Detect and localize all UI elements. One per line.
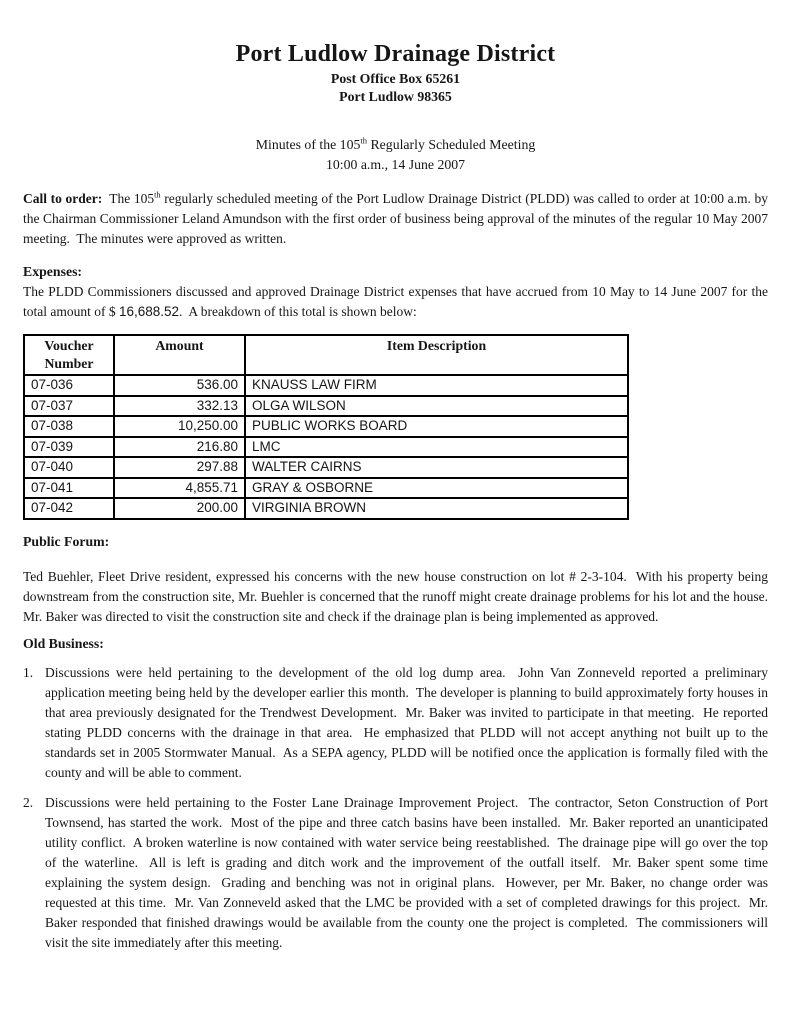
item-description-cell: VIRGINIA BROWN [245, 498, 628, 519]
item-description-cell: LMC [245, 437, 628, 458]
column-header-item-description: Item Description [245, 335, 628, 375]
voucher-number-cell: 07-037 [24, 396, 114, 417]
public-forum-paragraph: Ted Buehler, Fleet Drive resident, expressed his concerns with the new house construction on lot # 2-3-104. With his property being downstream from the construction site, Mr. Buehler is concerned that the runoff might create drainage problems for his lot and the house. Mr. Baker was directed to visit the construction site and check if the drainage plan is being implemented as approved. [23, 568, 775, 624]
address-line-1: Post Office Box 65261 [330, 71, 461, 86]
table-row [24, 396, 628, 417]
list-item-number: 2. [23, 794, 34, 810]
amount-cell: 332.13 [114, 396, 245, 417]
meeting-subtitle [23, 135, 768, 155]
address-line-2: Port Ludlow 98365 [339, 88, 452, 104]
amount-cell: 4,855.71 [114, 478, 245, 499]
item-description-cell: GRAY & OSBORNE [245, 478, 628, 499]
old-business-heading: Old Business: [23, 635, 104, 651]
amount-cell: 200.00 [114, 498, 245, 519]
expenses-text: The PLDD Commissioners discussed and approved Drainage District expenses that have accrued from 10 May to 14 June 2007 for the total amount of $ [23, 284, 772, 319]
item-description-cell: PUBLIC WORKS BOARD [245, 416, 628, 437]
expense-table-header-row [24, 335, 628, 375]
expenses-total-amount: 16,688.52 [118, 304, 180, 319]
amount-cell: 10,250.00 [114, 416, 245, 437]
old-business-item-2-text: Discussions were held pertaining to the Foster Lane Drainage Improvement Project. The contractor, Seton Construction of Port Townsend, has started the work. Most of the pipe and three catch basins have been installed. Mr. Baker reported an unanticipated utility conflict. A broken waterline is now contained with water service being reestablished. The drainage pipe will go over the top of the waterline. All is left is grading and ditch work and the improvement of the outfall itself. Mr. Baker spent some time explaining the system design. Grading and benching was not in original plans. However, per Mr. Baker, no change order was requested at this time. Mr. Van Zonneveld asked that the LMC be provided with a set of completed drawings for this project. Mr. Baker responded that finished drawings would be available from the county one the project is completed. The commissioners will visit the site immediately after this meeting. [45, 794, 772, 950]
call-to-order-label: Call to order: [23, 191, 103, 206]
table-row [24, 437, 628, 458]
amount-cell: 216.80 [114, 437, 245, 458]
call-to-order-text: The 105 [102, 191, 155, 206]
expenses-paragraph [23, 282, 772, 322]
meeting-datetime: 10:00 a.m., 14 June 2007 [325, 157, 466, 172]
table-row [24, 478, 628, 499]
table-row [24, 416, 628, 437]
voucher-number-cell: 07-038 [24, 416, 114, 437]
item-description-cell: KNAUSS LAW FIRM [245, 375, 628, 396]
voucher-number-cell: 07-036 [24, 375, 114, 396]
voucher-number-cell: 07-042 [24, 498, 114, 519]
expenses-text-rest: . A breakdown of this total is shown below: [179, 304, 417, 319]
meeting-subtitle-text: Minutes of the 105 [255, 137, 361, 152]
ordinal-superscript: th [360, 135, 368, 146]
old-business-item-1 [23, 663, 772, 783]
voucher-number-cell: 07-041 [24, 478, 114, 499]
public-forum-heading: Public Forum: [23, 533, 110, 549]
voucher-number-cell: 07-039 [24, 437, 114, 458]
meeting-subtitle-block [23, 135, 768, 175]
meeting-subtitle-text-rest: Regularly Scheduled Meeting [367, 137, 536, 152]
column-header-voucher-number: Voucher Number [24, 335, 114, 375]
amount-cell: 536.00 [114, 375, 245, 396]
call-to-order-text-rest: regularly scheduled meeting of the Port Ludlow Drainage District (PLDD) was called to order at 10:00 a.m. by the Chairman Commissioner Leland Amundson with the first order of business being approval of the minutes of the regular 10 May 2007 meeting. The minutes were approved as written. [23, 191, 772, 246]
item-description-cell: WALTER CAIRNS [245, 457, 628, 478]
call-to-order-paragraph [23, 189, 772, 249]
old-business-item-2 [23, 793, 772, 953]
voucher-number-cell: 07-040 [24, 457, 114, 478]
list-item-number: 1. [23, 664, 34, 680]
column-header-amount: Amount [114, 335, 245, 375]
item-description-cell: OLGA WILSON [245, 396, 628, 417]
table-row [24, 457, 628, 478]
expenses-heading: Expenses: [23, 264, 83, 279]
amount-cell: 297.88 [114, 457, 245, 478]
table-row [24, 375, 628, 396]
expense-table [23, 334, 629, 520]
page-title: Port Ludlow Drainage District [235, 41, 556, 67]
old-business-item-1-text: Discussions were held pertaining to the development of the old log dump area. John Van Zonneveld reported a preliminary application meeting being held by the developer earlier this month. The developer is planning to build approximately forty houses in that area previously designated for the Trendwest Development. Mr. Baker was invited to participate in that meeting. He reported stating PLDD concerns with the drainage in that area. He emphasized that PLDD will not accept anything not built up to the standards set in 2005 Stormwater Manual. As a SEPA agency, PLDD will be notified once the application is formally filed with the county and will be able to comment. [45, 664, 772, 780]
ordinal-superscript: th [154, 190, 161, 200]
table-row [24, 498, 628, 519]
